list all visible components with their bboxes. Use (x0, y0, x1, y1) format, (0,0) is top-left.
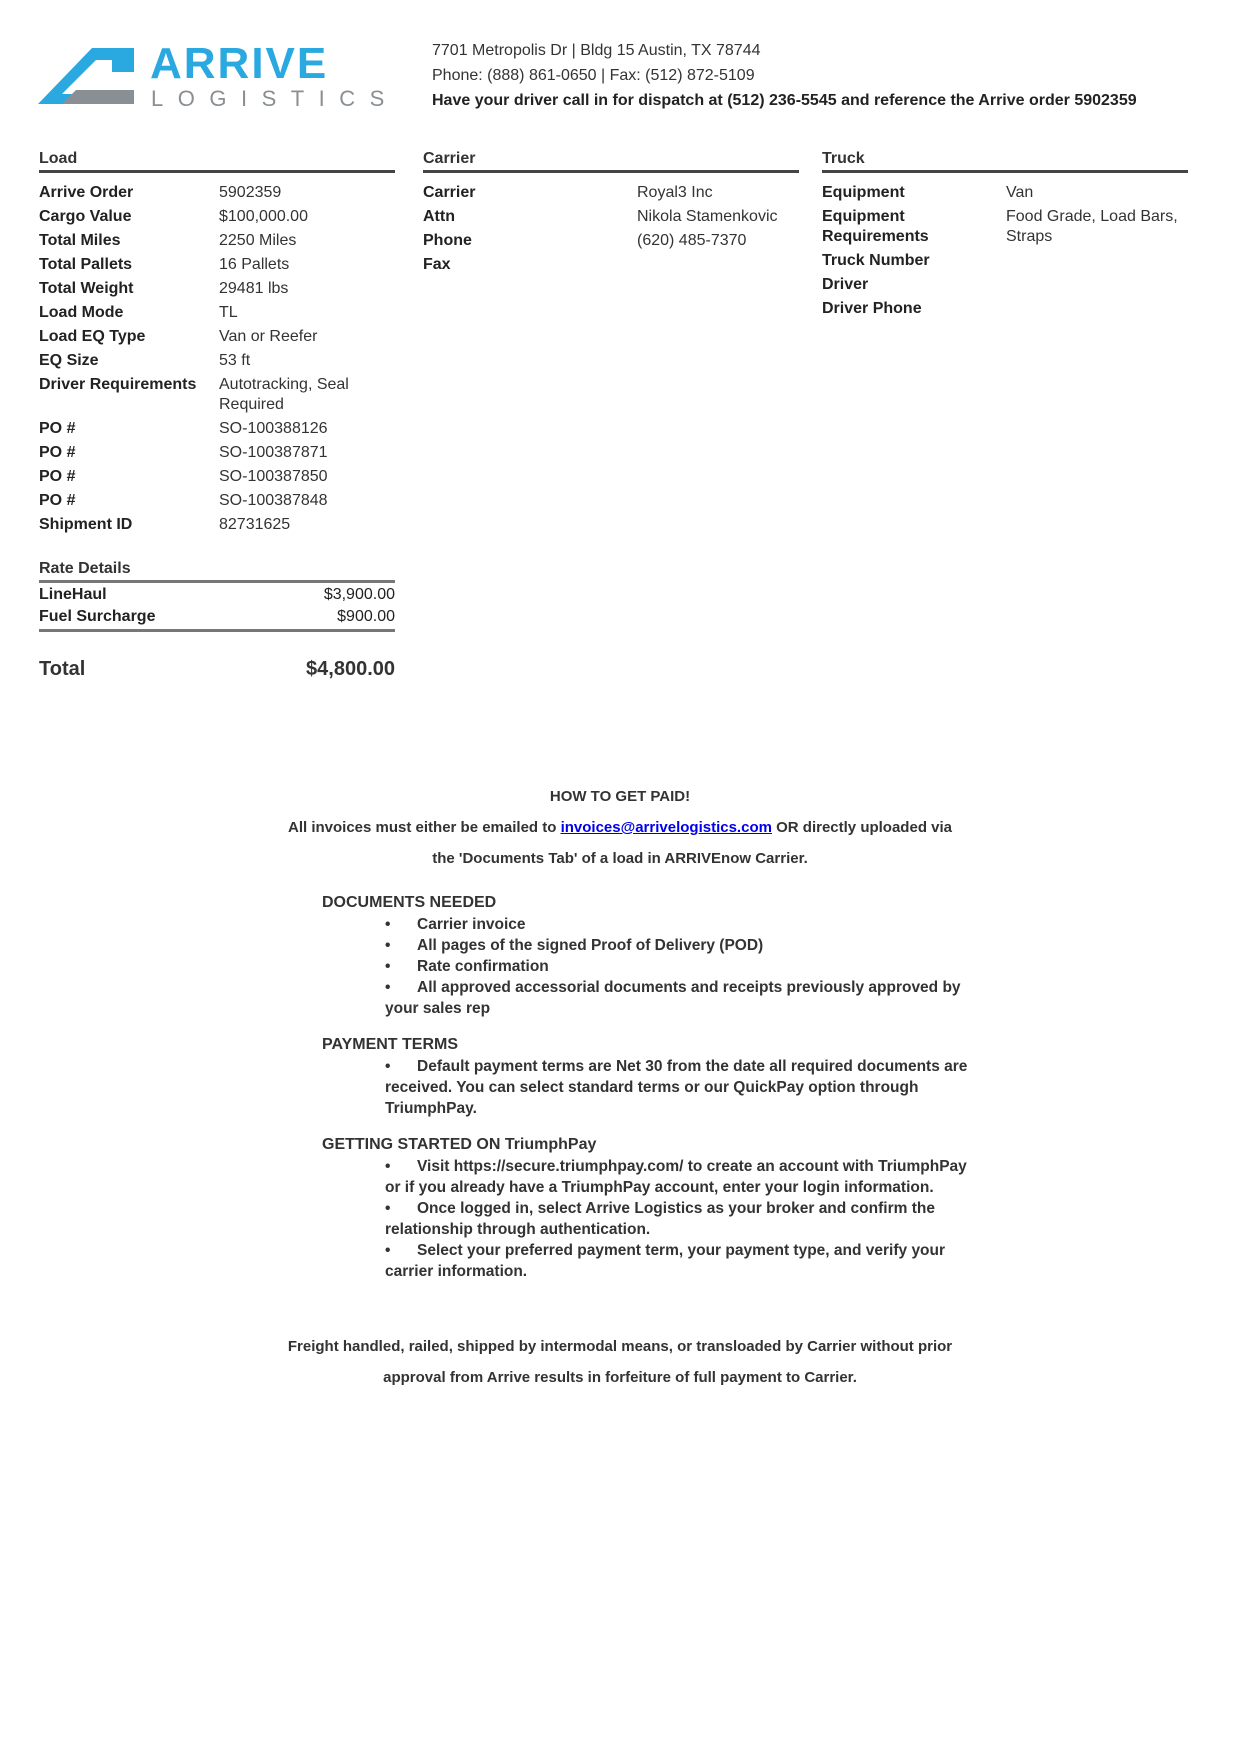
load-field-row (39, 351, 395, 375)
bullet-text: Visit https://secure.triumphpay.com/ to create an account with TriumphPay or if you already have a TriumphPay account, enter your login information. (385, 1158, 967, 1196)
load-field-value: TL (219, 304, 238, 321)
load-field-row (39, 375, 395, 419)
load-field-value: $100,000.00 (219, 208, 308, 225)
bullet-text: Carrier invoice (417, 916, 526, 933)
getting-started-title: GETTING STARTED ON TriumphPay (322, 1136, 597, 1153)
load-field-value: 5902359 (219, 184, 282, 201)
pay-invoice-line (0, 819, 1240, 836)
svg-text:ARRIVE: ARRIVE (150, 42, 329, 88)
rate-value: $900.00 (337, 608, 395, 625)
load-field-row (39, 255, 395, 279)
truck-section-title: Truck (822, 150, 1188, 173)
load-field-row (39, 327, 395, 351)
rate-row (39, 607, 395, 627)
carrier-field-label: Phone (423, 232, 472, 249)
truck-field-row (822, 207, 1188, 251)
carrier-field-label: Carrier (423, 184, 476, 201)
bullet-item (385, 935, 970, 956)
load-field-label: Total Weight (39, 280, 134, 297)
bullet-text: All pages of the signed Proof of Delivery (POD) (417, 937, 764, 954)
bullet-icon: • (385, 937, 391, 954)
payment-terms-title: PAYMENT TERMS (322, 1036, 459, 1053)
load-field-label: Shipment ID (39, 516, 133, 533)
load-field-row (39, 279, 395, 303)
rate-rows (39, 585, 395, 627)
bullet-item (385, 1156, 970, 1198)
pay-upload-line: the 'Documents Tab' of a load in ARRIVEnow Carrier. (432, 850, 808, 867)
load-field-label: Load EQ Type (39, 328, 146, 345)
load-field-row (39, 491, 395, 515)
load-field-value: SO-100387871 (219, 444, 328, 461)
load-field-row (39, 231, 395, 255)
bullet-icon: • (385, 1158, 391, 1175)
rate-row (39, 585, 395, 605)
dispatch-instructions: Have your driver call in for dispatch at (512) 236-5545 and reference the Arrive order 5902359 (432, 92, 1137, 109)
rate-details-title: Rate Details (39, 560, 395, 583)
load-field-row (39, 515, 395, 539)
carrier-section (423, 150, 799, 279)
truck-field-label: Equipment (822, 184, 905, 201)
rate-details (39, 560, 395, 632)
truck-field-value (1006, 299, 1188, 323)
svg-text:LOGISTICS: LOGISTICS (151, 86, 399, 111)
carrier-section-title: Carrier (423, 150, 799, 173)
load-table (39, 183, 395, 539)
load-field-label: PO # (39, 492, 76, 509)
load-field-row (39, 443, 395, 467)
load-field-row (39, 207, 395, 231)
load-field-value: 16 Pallets (219, 256, 290, 273)
rate-value: $3,900.00 (323, 586, 395, 603)
load-field-value: 53 ft (219, 352, 251, 369)
pay-title: HOW TO GET PAID! (549, 788, 691, 805)
truck-section (822, 150, 1188, 323)
load-field-row (39, 419, 395, 443)
pay-invoice-text: All invoices must either be emailed to (287, 819, 561, 836)
carrier-table (423, 183, 799, 279)
load-field-value: 29481 lbs (219, 280, 289, 297)
load-field-label: Total Pallets (39, 256, 133, 273)
bullet-icon: • (385, 916, 391, 933)
load-field-value: SO-100388126 (219, 420, 328, 437)
bullet-icon: • (385, 979, 391, 996)
load-field-label: PO # (39, 468, 76, 485)
documents-needed-list (385, 914, 970, 1019)
bullet-icon: • (385, 1058, 391, 1075)
carrier-field-value: Nikola Stamenkovic (637, 208, 778, 225)
load-section (39, 150, 395, 539)
truck-field-row (822, 275, 1188, 299)
load-field-row (39, 183, 395, 207)
truck-field-label: Truck Number (822, 252, 930, 269)
truck-table (822, 183, 1188, 323)
truck-field-label: Driver Phone (822, 300, 922, 317)
truck-field-value: Food Grade, Load Bars, Straps (1006, 208, 1178, 245)
rate-label: Fuel Surcharge (39, 608, 156, 625)
bullet-text: Default payment terms are Net 30 from the date all required documents are received. You can select standard terms or our QuickPay option through TriumphPay. (385, 1058, 968, 1117)
bullet-item (385, 956, 970, 977)
bullet-item (385, 1056, 970, 1119)
load-field-value: Autotracking, Seal Required (219, 376, 349, 413)
carrier-field-value (637, 255, 799, 279)
load-field-value: 2250 Miles (219, 232, 297, 249)
truck-field-label: Driver (822, 276, 869, 293)
documents-needed-title: DOCUMENTS NEEDED (322, 894, 497, 911)
bullet-icon: • (385, 1200, 391, 1217)
carrier-field-row (423, 207, 799, 231)
rate-label: LineHaul (39, 586, 107, 603)
load-field-label: Arrive Order (39, 184, 134, 201)
carrier-field-row (423, 255, 799, 279)
bullet-text: All approved accessorial documents and receipts previously approved by your sales rep (385, 979, 961, 1017)
truck-field-label: Equipment Requirements (822, 208, 929, 245)
truck-field-row (822, 299, 1188, 323)
load-field-label: Driver Requirements (39, 376, 197, 393)
bullet-item (385, 914, 970, 935)
load-field-label: Total Miles (39, 232, 121, 249)
load-field-value: Van or Reefer (219, 328, 318, 345)
load-section-title: Load (39, 150, 395, 173)
bullet-icon: • (385, 1242, 391, 1259)
truck-field-value: Van (1006, 184, 1034, 201)
load-field-label: PO # (39, 420, 76, 437)
bullet-item (385, 1198, 970, 1240)
invoice-email-link[interactable]: invoices@arrivelogistics.com (560, 819, 772, 836)
load-field-value: 82731625 (219, 516, 291, 533)
forfeiture-notice-line1: Freight handled, railed, shipped by intermodal means, or transloaded by Carrier without prior (287, 1338, 953, 1355)
bullet-icon: • (385, 958, 391, 975)
truck-field-value (1006, 275, 1188, 299)
truck-field-value (1006, 251, 1188, 275)
load-field-value: SO-100387850 (219, 468, 328, 485)
truck-field-row (822, 251, 1188, 275)
load-field-label: EQ Size (39, 352, 99, 369)
bullet-text: Once logged in, select Arrive Logistics as your broker and confirm the relationship through authentication. (385, 1200, 935, 1238)
carrier-field-value: Royal3 Inc (637, 184, 713, 201)
bullet-text: Select your preferred payment term, your payment type, and verify your carrier information. (385, 1242, 946, 1280)
getting-started-list (385, 1156, 970, 1282)
carrier-field-row (423, 231, 799, 255)
load-field-value: SO-100387848 (219, 492, 328, 509)
load-field-label: PO # (39, 444, 76, 461)
carrier-field-row (423, 183, 799, 207)
payment-terms-list (385, 1056, 970, 1119)
company-address: 7701 Metropolis Dr | Bldg 15 Austin, TX 78744 (432, 42, 761, 59)
arrive-logistics-logo (38, 42, 410, 112)
truck-field-row (822, 183, 1188, 207)
rate-total (39, 658, 395, 681)
carrier-field-label: Attn (423, 208, 455, 225)
total-label: Total (39, 658, 86, 680)
load-field-label: Cargo Value (39, 208, 132, 225)
pay-invoice-text-post: OR directly uploaded via (771, 819, 952, 836)
bullet-text: Rate confirmation (417, 958, 549, 975)
company-phone-fax: Phone: (888) 861-0650 | Fax: (512) 872-5109 (432, 67, 755, 84)
carrier-field-label: Fax (423, 256, 451, 273)
forfeiture-notice-line2: approval from Arrive results in forfeiture of full payment to Carrier. (383, 1369, 857, 1386)
load-field-label: Load Mode (39, 304, 124, 321)
carrier-field-value: (620) 485-7370 (637, 232, 747, 249)
bullet-item (385, 1240, 970, 1282)
load-field-row (39, 303, 395, 327)
load-field-row (39, 467, 395, 491)
bullet-item (385, 977, 970, 1019)
total-value: $4,800.00 (306, 658, 395, 680)
